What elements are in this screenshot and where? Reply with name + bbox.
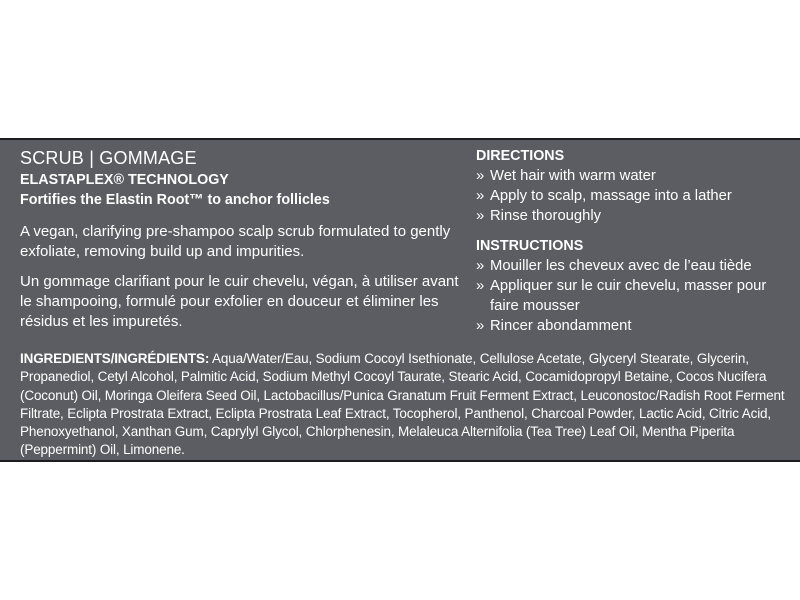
- instructions-list: [476, 256, 796, 336]
- instruction-step-text: Mouiller les cheveux avec de l’eau tiède: [490, 258, 752, 274]
- ingredients-list: Aqua/Water/Eau, Sodium Cocoyl Isethionate, Cellulose Acetate, Glyceryl Stearate, Glycerin, Propanediol, Cetyl Alcohol, Palmitic Acid, Sodium Methyl Cocoyl Taurate, Stearic Acid, Cocamidopropyl Betaine, Cocos Nucifera (Coconut) Oil, Moringa Oleifera Seed Oil, Lactobacillus/Punica Granatum Fruit Ferment Extract, Leuconostoc/Radish Root Ferment Filtrate, Eclipta Prostrata Extract, Eclipta Prostrata Leaf Extract, Tocopherol, Panthenol, Charcoal Powder, Lactic Acid, Citric Acid, Phenoxyethanol, Xanthan Gum, Caprylyl Glycol, Chlorphenesin, Melaleuca Alternifolia (Tea Tree) Leaf Oil, Mentha Piperita (Peppermint) Oil, Limonene.: [20, 351, 785, 458]
- direction-step-text: Rinse thoroughly: [490, 208, 602, 224]
- directions-list: [476, 166, 796, 226]
- list-item: [476, 256, 796, 276]
- usage-column: [476, 146, 796, 336]
- description-english: A vegan, clarifying pre-shampoo scalp scrub formulated to gently exfoliate, removing build up and impurities.: [20, 223, 451, 260]
- list-item: [476, 186, 796, 206]
- bullet-icon: »: [476, 168, 485, 184]
- product-info-column: [20, 146, 460, 332]
- bullet-icon: »: [476, 258, 485, 274]
- instruction-step-text: Appliquer sur le cuir chevelu, masser pour faire mousser: [490, 278, 767, 314]
- list-item: [476, 316, 796, 336]
- product-label-panel: [0, 138, 800, 462]
- ingredients-label: INGREDIENTS/INGRÉDIENTS:: [20, 351, 210, 366]
- direction-step-text: Apply to scalp, massage into a lather: [490, 188, 732, 204]
- ingredients-block: [20, 350, 790, 460]
- list-item: [476, 166, 796, 186]
- directions-heading: DIRECTIONS: [476, 148, 565, 164]
- bullet-icon: »: [476, 208, 485, 224]
- list-item: [476, 276, 796, 316]
- instructions-heading: INSTRUCTIONS: [476, 238, 584, 254]
- bullet-icon: »: [476, 318, 485, 334]
- instruction-step-text: Rincer abondamment: [490, 318, 632, 334]
- technology-heading: ELASTAPLEX® TECHNOLOGY: [20, 172, 229, 188]
- direction-step-text: Wet hair with warm water: [490, 168, 656, 184]
- bullet-icon: »: [476, 188, 485, 204]
- list-item: [476, 206, 796, 226]
- product-tagline: Fortifies the Elastin Root™ to anchor follicles: [20, 192, 330, 208]
- product-title: SCRUB | GOMMAGE: [20, 148, 197, 168]
- description-french: Un gommage clarifiant pour le cuir chevelu, végan, à utiliser avant le shampooing, formulé pour exfolier en douceur et éliminer les résidus et les impuretés.: [20, 273, 459, 330]
- bullet-icon: »: [476, 278, 485, 294]
